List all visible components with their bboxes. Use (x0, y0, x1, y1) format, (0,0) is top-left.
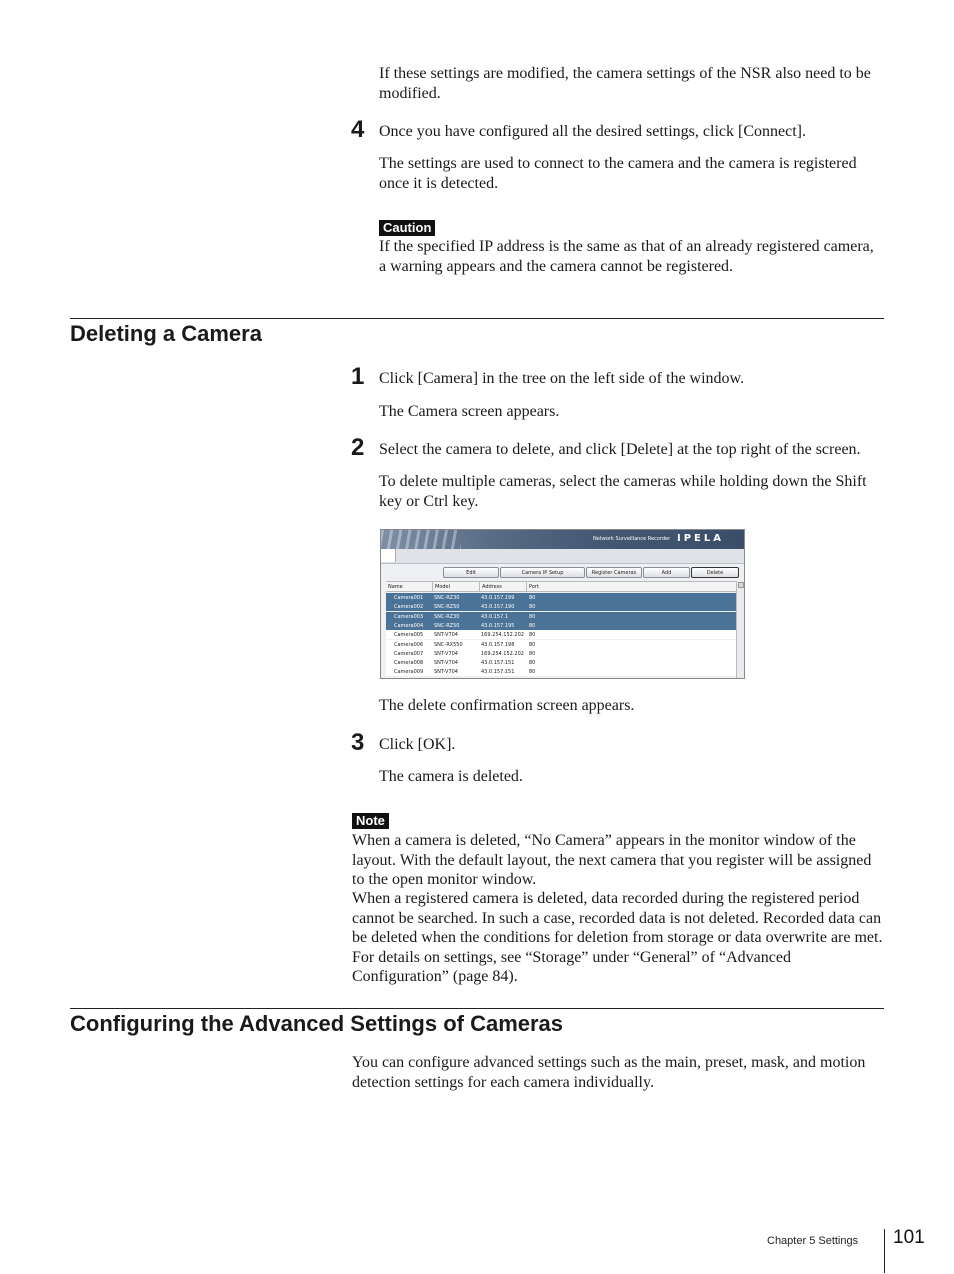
table-cell-port: 80 (529, 650, 536, 657)
note-badge: Note (352, 813, 389, 829)
table-cell-port: 80 (529, 660, 536, 667)
step-2-instruction: Select the camera to delete, and click [Delete] at the top right of the screen. (379, 441, 861, 458)
footer-chapter: Chapter 5 Settings (767, 1235, 859, 1247)
table-cell-model: SNC-RZ50 (434, 622, 460, 629)
edit-button[interactable]: Edit (443, 567, 499, 578)
after-screenshot-text: The delete confirmation screen appears. (379, 697, 635, 714)
table-cell-address: 43.0.157.198 (481, 641, 515, 648)
table-cell-model: SNC-RX550 (434, 641, 463, 648)
section-title-advanced: Configuring the Advanced Settings of Cameras (70, 1011, 564, 1036)
table-row[interactable] (386, 640, 736, 649)
table-cell-model: SNT-V704 (434, 660, 458, 667)
step-number-3: 3 (351, 729, 365, 756)
table-cell-port: 80 (529, 622, 536, 629)
table-cell-model: SNT-V704 (434, 650, 458, 657)
note-paragraph-1: When a camera is deleted, “No Camera” appears in the monitor window of the layout. With the default layout, the next camera that you register will be assigned to the open monitor window. (352, 832, 872, 888)
table-cell-model: SNC-RZ30 (434, 595, 460, 601)
table-cell-name: Camera006 (394, 641, 424, 648)
table-cell-address: 43.0.157.195 (481, 622, 515, 629)
column-header-name[interactable]: Name (388, 584, 403, 590)
note-paragraph-2: When a registered camera is deleted, data recorded during the registered period cannot be searched. In such a case, recorded data is not deleted. Recorded data can be deleted when the conditions for deletion from storage or data overwrite are met. For details on settings, see “Storage” under “General” of “Advanced Configuration” (page 84). (352, 890, 883, 985)
section-title-deleting: Deleting a Camera (70, 321, 262, 346)
table-cell-model: SNC-RZ50 (434, 604, 460, 611)
step-3-result: The camera is deleted. (379, 768, 523, 785)
camera-ip-setup-button[interactable]: Camera IP Setup (500, 567, 585, 578)
table-row[interactable] (386, 602, 736, 611)
table-row[interactable] (386, 658, 736, 667)
table-header (386, 581, 736, 592)
table-cell-name: Camera005 (394, 632, 424, 639)
table-row[interactable] (386, 612, 736, 621)
step-number-4: 4 (351, 116, 365, 143)
page-number: 101 (893, 1227, 925, 1248)
brand-logo: IPELA (677, 533, 724, 544)
step-4-result: The settings are used to connect to the camera and the camera is registered once it is detected. (379, 155, 857, 192)
caution-text: If the specified IP address is the same as that of an already registered camera, a warning appears and the camera cannot be registered. (379, 238, 874, 275)
table-cell-name: Camera009 (394, 669, 424, 676)
camera-list-screenshot (380, 529, 745, 679)
table-cell-address: 169.254.152.202 (481, 632, 524, 639)
table-cell-address: 43.0.157.1 (481, 613, 509, 620)
table-cell-model: SNT-V704 (434, 632, 458, 639)
table-cell-name: Camera007 (394, 650, 424, 657)
table-cell-model: SNC-RZ30 (434, 613, 460, 620)
table-row[interactable] (386, 649, 736, 658)
footer-divider (884, 1229, 885, 1273)
table-cell-address: 169.254.152.202 (481, 650, 524, 657)
table-cell-name: Camera008 (394, 660, 424, 667)
table-cell-port: 80 (529, 669, 536, 676)
table-cell-port: 80 (529, 613, 536, 620)
table-row[interactable] (386, 667, 736, 676)
table-row[interactable] (386, 621, 736, 630)
advanced-section-body: You can configure advanced settings such as the main, preset, mask, and motion detection settings for each camera individually. (352, 1054, 866, 1091)
table-cell-name: Camera004 (394, 622, 424, 629)
table-cell-port: 80 (529, 641, 536, 648)
table-cell-address: 43.0.157.199 (481, 595, 515, 601)
step-2-result: To delete multiple cameras, select the cameras while holding down the Shift key or Ctrl key. (379, 473, 867, 510)
product-name: Network Surveillance Recorder (593, 536, 671, 542)
add-button[interactable]: Add (643, 567, 690, 578)
table-cell-name: Camera002 (394, 604, 424, 611)
column-header-port[interactable]: Port (526, 582, 539, 591)
scroll-up-icon[interactable] (738, 582, 744, 588)
step-number-2: 2 (351, 434, 365, 461)
table-row[interactable] (386, 630, 736, 639)
register-cameras-button[interactable]: Register Cameras (586, 567, 642, 578)
column-header-model[interactable]: Model (432, 582, 450, 591)
column-header-address[interactable]: Address (479, 582, 502, 591)
section-divider (70, 318, 884, 319)
table-cell-port: 80 (529, 604, 536, 611)
banner-decoration (381, 530, 461, 549)
table-row[interactable] (386, 593, 736, 602)
table-cell-address: 43.0.157.151 (481, 660, 515, 667)
app-banner (381, 530, 745, 549)
step-4-instruction: Once you have configured all the desired settings, click [Connect]. (379, 123, 806, 140)
table-cell-address: 43.0.157.190 (481, 604, 515, 611)
menu-tab[interactable] (381, 549, 396, 562)
delete-button[interactable]: Delete (691, 567, 739, 578)
table-cell-model: SNT-V704 (434, 669, 458, 676)
caution-badge: Caution (379, 220, 435, 236)
table-cell-name: Camera003 (394, 613, 424, 620)
table-scrollbar[interactable] (736, 581, 745, 679)
step-1-result: The Camera screen appears. (379, 403, 560, 420)
modified-note: If these settings are modified, the camera settings of the NSR also need to be modified. (379, 65, 871, 102)
step-3-instruction: Click [OK]. (379, 736, 456, 753)
step-number-1: 1 (351, 363, 365, 390)
step-1-instruction: Click [Camera] in the tree on the left side of the window. (379, 370, 745, 387)
table-cell-port: 80 (529, 595, 536, 601)
menu-bar (381, 549, 745, 564)
table-cell-address: 43.0.157.151 (481, 669, 515, 676)
section-divider (70, 1008, 884, 1009)
table-cell-port: 80 (529, 632, 536, 639)
table-cell-name: Camera001 (394, 595, 424, 601)
